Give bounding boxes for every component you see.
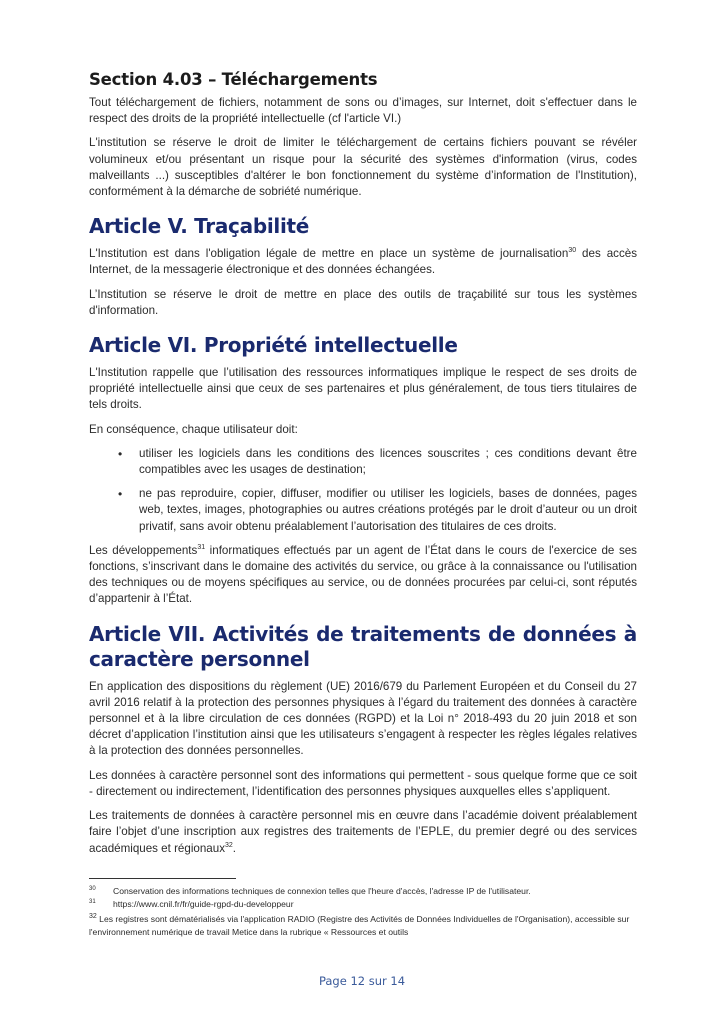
heading-word: VII. bbox=[168, 621, 206, 646]
heading-word: traitements bbox=[350, 621, 481, 646]
footnote-number: 30 bbox=[89, 886, 96, 892]
article-v-paragraph-2: L’Institution se réserve le droit de mettre en place des outils de traçabilité sur tous les systèmes d'information. bbox=[89, 287, 637, 317]
article-v-heading: Article V. Traçabilité bbox=[89, 214, 310, 239]
list-item bbox=[89, 446, 637, 478]
footnote-32 bbox=[89, 913, 637, 938]
bullet-icon: • bbox=[118, 487, 123, 502]
page-content bbox=[89, 70, 637, 865]
heading-word: Article bbox=[89, 621, 161, 646]
footnote-ref-30[interactable]: 30 bbox=[568, 247, 577, 255]
article-vii-p3-text-cont: . bbox=[232, 841, 237, 855]
article-vi-paragraph-1: L'Institution rappelle que l’utilisation des ressources informatiques implique le respect de ses droits de propriété intellectuelle ainsi que ceux de ses partenaires et plus généralement, de tous tiers titulaires de tels droits. bbox=[89, 366, 637, 412]
article-v-p1-text-cont: des accès Internet, de la messagerie électronique et des données échangées. bbox=[89, 247, 637, 277]
article-vii-heading-line-1 bbox=[89, 622, 637, 647]
heading-word: à bbox=[623, 621, 637, 646]
section-4-03-paragraph-2: L'institution se réserve le droit de limiter le téléchargement de certains fichiers pouvant se révéler volumineux et/ou présentant un risque pour la sécurité des systèmes d'information (virus, codes malveillants ...) susceptibles d'altérer le bon fonctionnement du système d’information de l'Institution), conformément à la démarche de sobriété numérique. bbox=[89, 136, 637, 199]
article-vii-paragraph-1: En application des dispositions du règlement (UE) 2016/679 du Parlement Européen et du Conseil du 27 avril 2016 relatif à la protection des personnes physiques à l’égard du traitement des données à caractère personnel et à la libre circulation de ces données (RGPD) et la Loi n° 2018-493 du 20 juin 2018 et son décret d’application l’institution ainsi que les utilisateurs s’engagent à respecter les règles légales relatives à la protection des données personnelles. bbox=[89, 679, 637, 758]
bullet-icon: • bbox=[118, 446, 123, 461]
page-number: Page 12 sur 14 bbox=[318, 974, 406, 988]
article-vii-heading-line-2: caractère personnel bbox=[89, 646, 310, 671]
footnote-30 bbox=[89, 885, 637, 898]
article-v-paragraph-1 bbox=[89, 246, 637, 278]
section-4-03-paragraph-1: Tout téléchargement de fichiers, notamment de sons ou d’images, sur Internet, doit s'effectuer dans le respect des droits de la propriété intellectuelle (cf l'article VI.) bbox=[89, 96, 637, 126]
footnote-ref-32[interactable]: 32 bbox=[225, 841, 233, 849]
article-v-p1-text: L'Institution est dans l'obligation légale de mettre en place un système de journalisation bbox=[89, 247, 569, 261]
footnote-text: Les registres sont dématérialisés via l'application RADIO (Registre des Activités de Données Individuelles de l'Organisation), accessible sur l'environnement numérique de travail Metice dans la rubrique « Ressources et outils bbox=[89, 914, 630, 937]
obligations-list bbox=[89, 446, 637, 535]
footnote-text: Conservation des informations techniques de connexion telles que l'heure d'accès, l'adresse IP de l'utilisateur. bbox=[113, 886, 531, 896]
article-vi-p3-text-cont: informatiques effectués par un agent de l’État dans le cours de l'exercice de ses fonctions, s’inscrivant dans le domaine des activités du service, ou grâce à la connaissance ou l'utilisation des techniques ou de moyens spécifiques au service, ou de données procurées par celui-ci, sont réputés d’appartenir à l’État. bbox=[89, 543, 637, 606]
footnote-separator bbox=[89, 878, 236, 879]
footnote-link[interactable]: https://www.cnil.fr/fr/guide-rgpd-du-developpeur bbox=[113, 898, 294, 909]
article-vii-p3-text: Les traitements de données à caractère personnel mis en œuvre dans l’académie doivent préalablement faire l’objet d’une inscription aux registres des traitements de l’EPLE, du premier degré ou des services académiques et régionaux bbox=[89, 809, 637, 855]
article-vi-paragraph-2: En conséquence, chaque utilisateur doit: bbox=[89, 422, 298, 436]
heading-word: Activités bbox=[212, 621, 309, 646]
article-vii-heading bbox=[89, 622, 637, 672]
list-item-text: utiliser les logiciels dans les conditions des licences souscrites ; ces conditions devant être compatibles avec les usages de destination; bbox=[139, 446, 637, 477]
article-vi-heading: Article VI. Propriété intellectuelle bbox=[89, 333, 458, 358]
footnote-number: 31 bbox=[89, 898, 96, 905]
section-4-03-heading: Section 4.03 – Téléchargements bbox=[89, 70, 378, 89]
heading-word: de bbox=[316, 621, 344, 646]
heading-word: de bbox=[488, 621, 516, 646]
footnote-number: 32 bbox=[89, 913, 97, 921]
article-vi-p3-text: Les développements bbox=[89, 543, 198, 557]
footnote-31 bbox=[89, 898, 637, 911]
article-vi-paragraph-3 bbox=[89, 543, 637, 608]
article-vii-paragraph-2: Les données à caractère personnel sont des informations qui permettent - sous quelque forme que ce soit - directement ou indirectement, l’identification des personnes physiques auxquelles elles s’appliquent. bbox=[89, 768, 637, 798]
list-item-text: ne pas reproduire, copier, diffuser, modifier ou utiliser les logiciels, bases de données, pages web, textes, images, photographies ou autres créations protégés par le droit d’auteur ou un droit privatif, sans avoir obtenu préalablement l’autorisation des titulaires de ces droits. bbox=[139, 487, 637, 533]
footnote-ref-31[interactable]: 31 bbox=[197, 544, 206, 551]
footnotes bbox=[89, 878, 637, 938]
article-vii-paragraph-3 bbox=[89, 808, 637, 857]
heading-word: données bbox=[522, 621, 617, 646]
list-item bbox=[89, 486, 637, 535]
